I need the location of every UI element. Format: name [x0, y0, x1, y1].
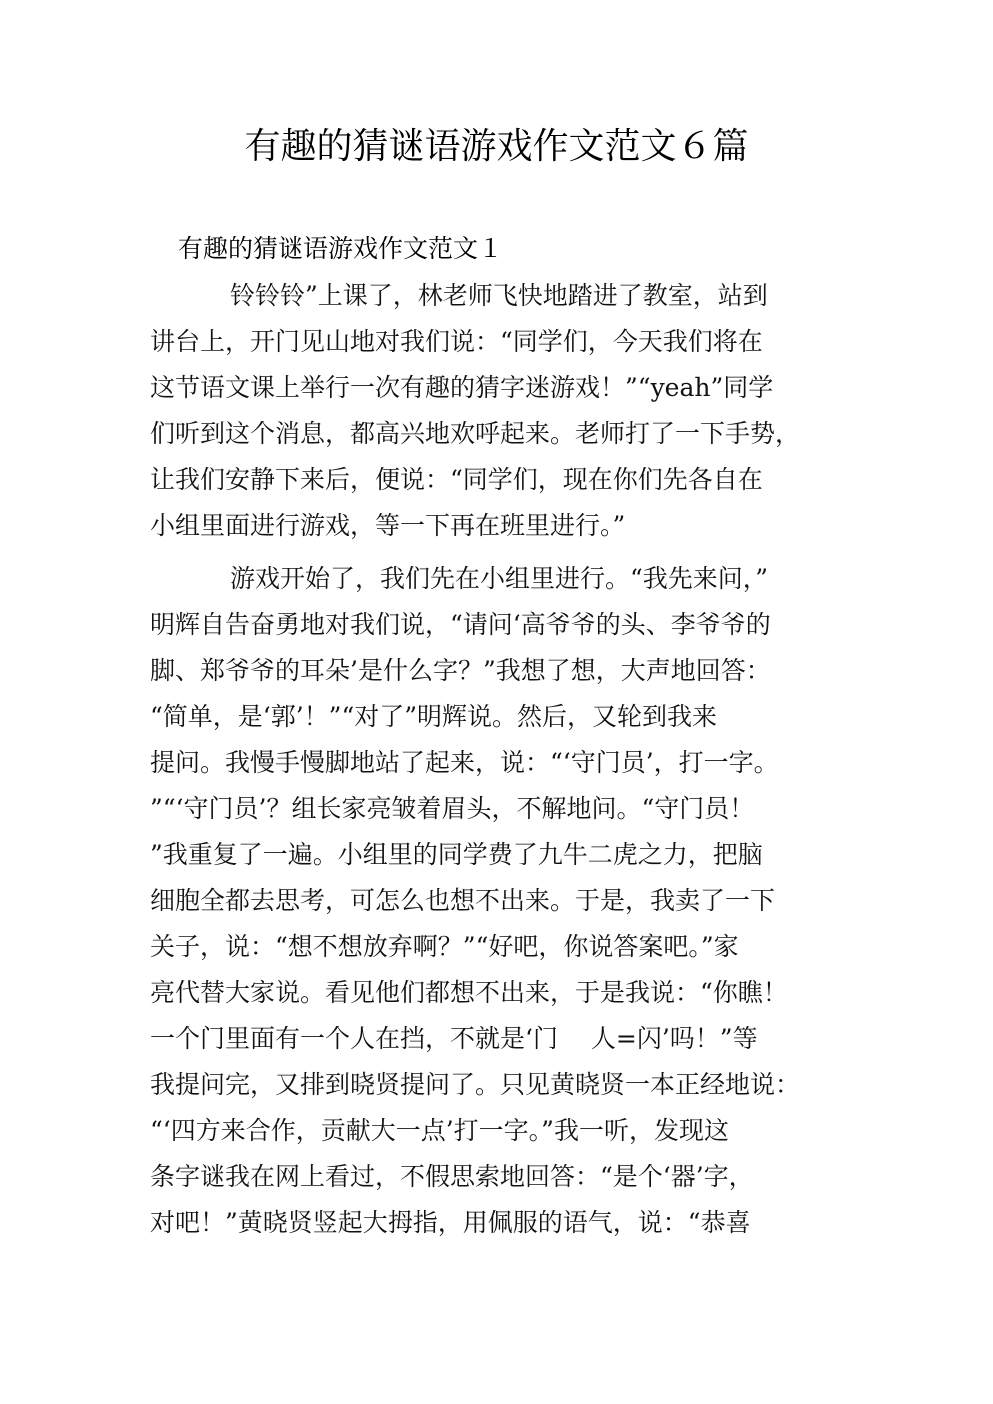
paragraph-line: 条字谜我在网上看过，不假思索地回答：“是个‘器’字，: [150, 1162, 754, 1191]
document-body: [150, 273, 850, 1246]
paragraph-line: 脚、郑爷爷的耳朵’是什么字？”我想了想，大声地回答：: [150, 656, 771, 685]
paragraph-line: ”“‘守门员’？组长家亮皱着眉头，不解地问。“守门员！: [150, 794, 755, 823]
paragraph-line: “简单，是‘郭’！”“对了”明辉说。然后，又轮到我来: [150, 702, 718, 731]
document-title: 有趣的猜谜语游戏作文范文６篇: [244, 126, 749, 167]
paragraph: [150, 273, 850, 549]
paragraph-line: 亮代替大家说。看见他们都想不出来，于是我说：“你瞧！: [150, 978, 788, 1007]
paragraph-line: 小组里面进行游戏，等一下再在班里进行。”: [150, 511, 626, 540]
paragraph-line: 关子，说：“想不想放弃啊？”“好吧，你说答案吧。”家: [150, 932, 739, 961]
paragraph-line: 游戏开始了，我们先在小组里进行。“我先来问，”: [230, 564, 769, 593]
paragraph-gap: [150, 549, 850, 556]
paragraph-line: 让我们安静下来后，便说：“同学们，现在你们先各自在: [150, 465, 763, 494]
paragraph-line: 铃铃铃”上课了，林老师飞快地踏进了教室，站到: [230, 281, 768, 310]
paragraph-line: 讲台上，开门见山地对我们说：“同学们，今天我们将在: [150, 327, 763, 356]
paragraph-line: 我提问完，又排到晓贤提问了。只见黄晓贤一本正经地说：: [150, 1070, 801, 1099]
paragraph-line: 细胞全都去思考，可怎么也想不出来。于是，我卖了一下: [150, 886, 776, 915]
paragraph-line: 们听到这个消息，都高兴地欢呼起来。老师打了一下手势，: [150, 419, 801, 448]
section-heading: 有趣的猜谜语游戏作文范文１: [178, 234, 504, 263]
paragraph-line: 这节语文课上举行一次有趣的猜字迷游戏！”“yeah”同学: [150, 373, 774, 402]
paragraph-line: 明辉自告奋勇地对我们说，“请问‘高爷爷的头、李爷爷的: [150, 610, 771, 639]
paragraph-line: “‘四方来合作，贡献大一点’打一字。”我一听，发现这: [150, 1116, 729, 1145]
paragraph-line: 提问。我慢手慢脚地站了起来，说：“‘守门员’，打一字。: [150, 748, 779, 777]
paragraph-line: 对吧！”黄晓贤竖起大拇指，用佩服的语气，说：“恭喜: [150, 1208, 751, 1237]
paragraph-line: ”我重复了一遍。小组里的同学费了九牛二虎之力，把脑: [150, 840, 763, 869]
paragraph-line: 一个门里面有一个人在挡，不就是‘门 人=闪’吗！”等: [150, 1024, 758, 1053]
paragraph: [150, 556, 850, 1246]
